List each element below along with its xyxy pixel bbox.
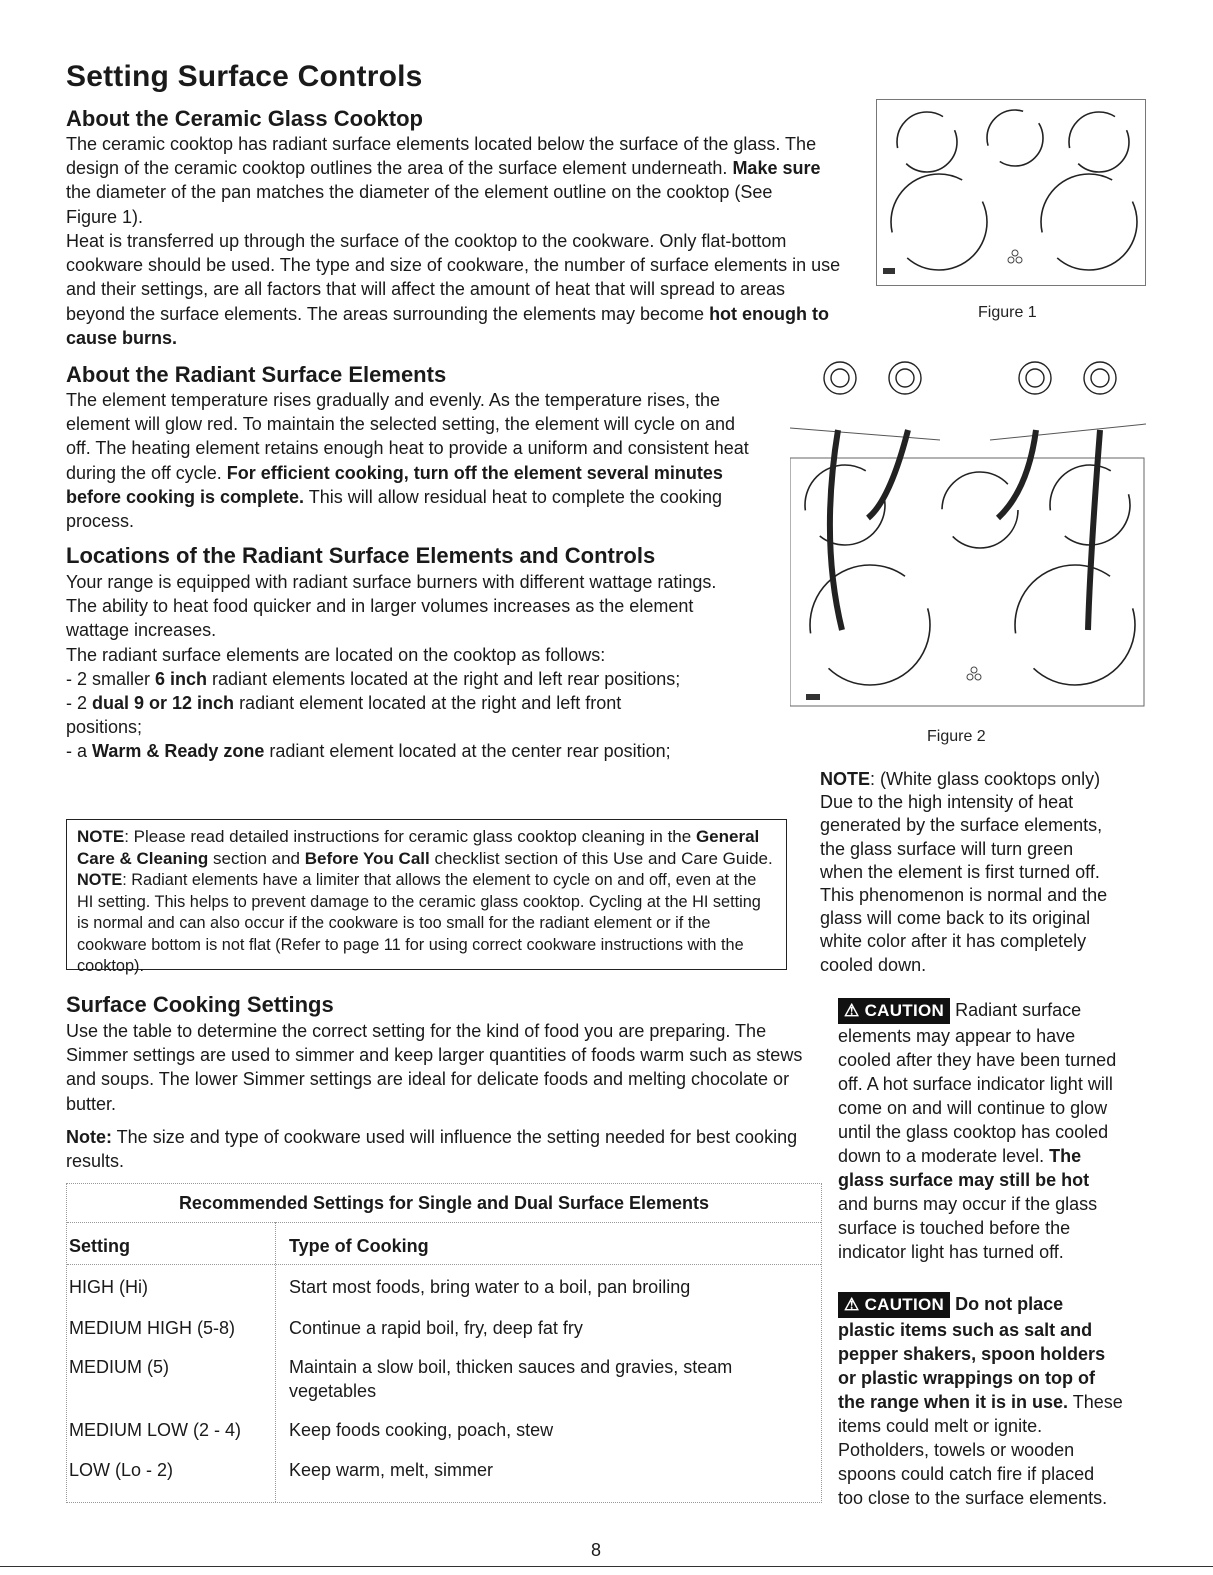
caution-badge-1: ⚠ CAUTION [838,998,950,1024]
ceramic-p1-text: The ceramic cooktop has radiant surface elements located below the surface of the glass. The design of the ceramic cooktop outlines the area of the surface element underneath. [66,134,817,179]
caution-badge-2: ⚠ CAUTION [838,1292,950,1318]
location-item-2 [66,691,696,739]
table-row-1-cooking: Start most foods, bring water to a boil, pan broiling [289,1277,691,1297]
note-1-label: NOTE [77,827,125,846]
figure-1-caption: Figure 1 [978,304,1037,321]
note-1-text-d: checklist section of this Use and Care Guide. [429,848,773,868]
heading-ceramic: About the Ceramic Glass Cooktop [66,106,423,131]
caution-hot-surface [838,998,1123,1264]
ceramic-p2-text: Heat is transferred up through the surface of the cooktop to the cookware. Only flat-bottom cookware should be used. The type and size of cookware, the number of surface elements in use and their settings, are all factors that will affect the amount of heat that will spread to areas beyond the surface elements. The areas surrounding the elements may become [66,231,841,324]
location-item-2-bold: dual 9 or 12 inch [92,693,235,713]
table-header-rule [67,1264,821,1265]
table-col-cooking: Type of Cooking [289,1236,429,1256]
location-item-1-bold: 6 inch [155,669,208,689]
figure-2-drawing [790,340,1146,707]
ceramic-p1-bold: Make sure [732,158,821,179]
caution-1-text-b: and burns may occur if the glass surface is touched before the indicator light has turned off. [838,1194,1098,1262]
figure-1-cooktop [876,99,1146,286]
caution-badge-1-label: CAUTION [864,1001,945,1020]
side-note-text: : (White glass cooktops only) Due to the high intensity of heat generated by the surface elements, the glass surface will turn green when the element is first turned off. This phenomenon is normal and the glass will come back to its original white color after it has completely cooled down. [820,769,1108,975]
heading-locations: Locations of the Radiant Surface Elements and Controls [66,543,656,568]
table-row-2-setting: MEDIUM HIGH (5-8) [69,1318,235,1338]
recommended-settings-table [66,1183,822,1503]
radiant-bold: For efficient cooking, turn off the element several minutes before cooking is complete. [66,462,723,507]
caution-badge-2-label: CAUTION [864,1295,945,1314]
figure-2-controls-diagram [790,340,1146,707]
ceramic-paragraph-2 [66,229,846,350]
white-glass-note [820,768,1120,977]
note-2-text: : Radiant elements have a limiter that allows the element to cycle on and off, even at the HI setting. This helps to prevent damage to the ceramic glass cooktop. Cycling at the HI setting is normal and can also occur if the cookware is too small for the radiant element or if the cookware bottom is not flat (Refer to page 11 for using correct cookware instructions with the cooktop). [77,871,761,975]
note-box [66,819,787,975]
locations-paragraph-1: Your range is equipped with radiant surface burners with different wattage ratings. The ability to heat food quicker and in larger volumes increases as the element wattage increases. [66,572,717,641]
table-title: Recommended Settings for Single and Dual Surface Elements [67,1184,821,1223]
radiant-paragraph [66,388,756,533]
bottom-rule [0,1566,1213,1567]
note-1-text-a: : Please read detailed instructions for ceramic glass cooktop cleaning in the [124,827,696,846]
settings-paragraph: Use the table to determine the correct setting for the kind of food you are preparing. The Simmer settings are used to simmer and keep larger quantities of foods warm such as stews and soups. The lower Simmer settings are ideal for delicate foods and melting chocolate or butter. [66,1021,803,1114]
side-note-label: NOTE [820,769,871,789]
radiant-text: The element temperature rises gradually and evenly. As the temperature rises, the element will glow red. To maintain the selected setting, the element will cycle on and off. The heating element retains enough heat to provide a uniform and consistent heat during the off cycle. [66,390,749,483]
table-row-3-setting: MEDIUM (5) [69,1357,169,1377]
settings-note [66,1125,826,1173]
location-item-2-pre: - 2 [66,693,93,713]
ceramic-paragraph-1 [66,132,821,229]
location-item-3-bold: Warm & Ready zone [92,741,265,761]
location-item-3 [66,739,786,763]
note-1-bold-2: Before You Call [304,848,430,868]
note-1-text-c: section and [208,848,305,868]
caution-2-text: These items could melt or ignite. Potholders, towels or wooden spoons could catch fire if placed too close to the surface elements. [838,1392,1123,1508]
location-item-2-post: radiant element located at the right and left front positions; [66,693,622,738]
locations-paragraph-2: The radiant surface elements are located on the cooktop as follows: [66,645,606,665]
location-item-1-post: radiant elements located at the right and left rear positions; [207,669,681,689]
heading-radiant: About the Radiant Surface Elements [66,362,447,387]
settings-note-label: Note: [66,1127,112,1147]
note-1-bold-1: General Care & Cleaning [77,827,760,868]
caution-2-bold: Do not place plastic items such as salt and pepper shakers, spoon holders or plastic wrappings on top of the range when it is in use. [838,1294,1106,1412]
figure-2-caption: Figure 2 [927,728,986,745]
caution-1-text-a: Radiant surface elements may appear to have cooled after they have been turned off. A hot surface indicator light will come on and will continue to glow until the glass cooktop has cooled down to a moderate level. [838,1000,1117,1166]
table-row-4-cooking: Keep foods cooking, poach, stew [289,1420,554,1440]
ceramic-p2-bold: hot enough to cause burns. [66,303,830,348]
page-number: 8 [591,1540,602,1560]
location-item-3-pre: - a [66,741,93,761]
figure-1-drawing [877,100,1145,285]
note-2 [77,870,777,978]
location-item-1-pre: - 2 smaller [66,669,156,689]
table-row-4-setting: MEDIUM LOW (2 - 4) [69,1420,242,1440]
settings-note-text: The size and type of cookware used will influence the setting needed for best cooking results. [66,1127,798,1172]
table-col-setting: Setting [69,1236,130,1256]
page-title: Setting Surface Controls [66,60,423,93]
note-2-label: NOTE [77,871,123,889]
location-item-1 [66,667,786,691]
table-row-5-setting: LOW (Lo - 2) [69,1460,174,1480]
location-item-3-post: radiant element located at the center rear position; [264,741,671,761]
ceramic-p1-text-b: the diameter of the pan matches the diameter of the element outline on the cooktop (See Figure 1). [66,182,773,227]
table-row-3-cooking: Maintain a slow boil, thicken sauces and gravies, steam vegetables [289,1357,733,1401]
caution-1-bold: The glass surface may still be hot [838,1146,1090,1190]
table-row-2-cooking: Continue a rapid boil, fry, deep fat fry [289,1318,583,1338]
table-row-5-cooking: Keep warm, melt, simmer [289,1460,494,1480]
note-1 [77,826,777,869]
heading-settings: Surface Cooking Settings [66,992,334,1017]
table-row-1-setting: HIGH (Hi) [69,1277,148,1297]
caution-plastic-items [838,1292,1123,1510]
radiant-text-b: This will allow residual heat to complete the cooking process. [66,486,722,532]
